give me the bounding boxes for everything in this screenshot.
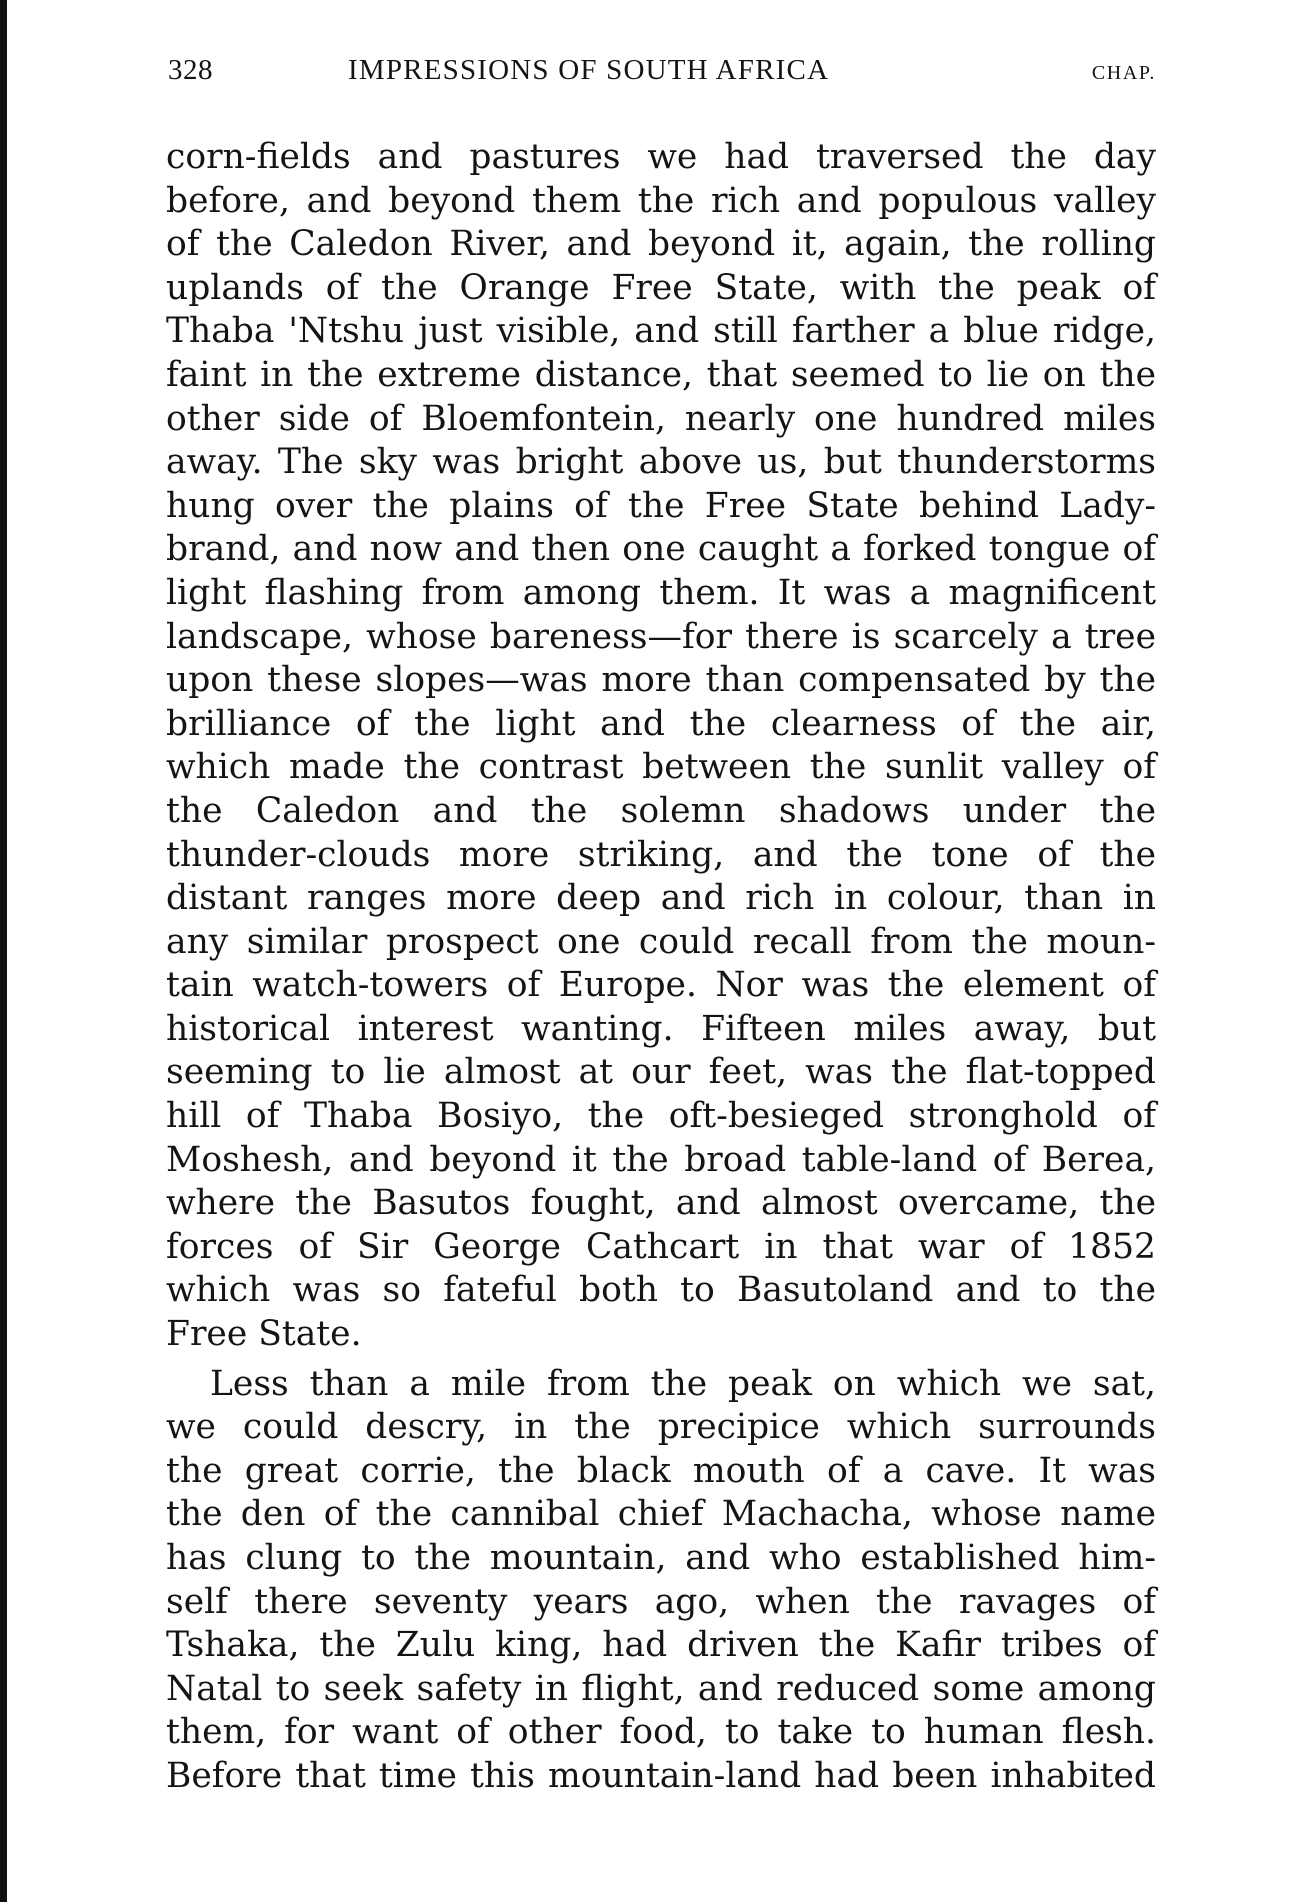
text-line: self there seventy years ago, when the ravages of <box>166 1581 1156 1622</box>
text-line: upon these slopes—was more than compensated by the <box>166 660 1156 701</box>
text-line: which made the contrast between the sunlit valley of <box>166 747 1156 788</box>
text-line: historical interest wanting. Fifteen miles away, but <box>166 1008 1156 1049</box>
text-line: where the Basutos fought, and almost overcame, the <box>166 1183 1156 1224</box>
text-line: of the Caledon River, and beyond it, again, the rolling <box>166 224 1156 265</box>
text-line: which was so fateful both to Basutoland and to the <box>166 1270 1156 1311</box>
text-line: forces of Sir George Cathcart in that war of 1852 <box>166 1226 1156 1267</box>
text-line: tain watch-towers of Europe. Nor was the element of <box>166 965 1156 1006</box>
page-binding-edge <box>0 0 7 1902</box>
text-line: seeming to lie almost at our feet, was the flat-topped <box>166 1052 1156 1093</box>
book-title: IMPRESSIONS OF SOUTH AFRICA <box>348 54 830 86</box>
text-line: Thaba 'Ntshu just visible, and still farther a blue ridge, <box>166 311 1156 352</box>
paragraph-start-line: Less than a mile from the peak on which we sat, <box>210 1363 1156 1404</box>
text-line: the Caledon and the solemn shadows under the <box>166 790 1156 831</box>
text-line: distant ranges more deep and rich in colour, than in <box>166 878 1156 919</box>
text-line: has clung to the mountain, and who established him- <box>166 1538 1156 1578</box>
text-line: hung over the plains of the Free State behind Lady- <box>166 485 1156 526</box>
text-line: Moshesh, and beyond it the broad table-land of Berea, <box>166 1139 1156 1180</box>
text-line: corn-fields and pastures we had traversed the day <box>166 137 1156 177</box>
text-line: brilliance of the light and the clearness of the air, <box>166 703 1156 744</box>
chapter-mark: CHAP. <box>1091 62 1156 84</box>
text-line: Natal to seek safety in flight, and reduced some among <box>166 1668 1156 1709</box>
text-line: brand, and now and then one caught a forked tongue of <box>166 529 1156 570</box>
text-line: them, for want of other food, to take to human flesh. <box>166 1712 1156 1753</box>
text-line: Tshaka, the Zulu king, had driven the Kafir tribes of <box>166 1625 1156 1666</box>
text-line: the den of the cannibal chief Machacha, whose name <box>166 1494 1156 1535</box>
text-line: the great corrie, the black mouth of a cave. It was <box>166 1450 1156 1491</box>
text-line: any similar prospect one could recall from the moun- <box>166 921 1156 962</box>
text-line: hill of Thaba Bosiyo, the oft-besieged stronghold of <box>166 1096 1156 1137</box>
paragraph-end-line: Free State. <box>166 1314 362 1355</box>
text-line: light flashing from among them. It was a magnificent <box>166 572 1156 613</box>
text-line: landscape, whose bareness—for there is scarcely a tree <box>166 616 1156 657</box>
text-line: other side of Bloemfontein, nearly one hundred miles <box>166 398 1156 439</box>
text-line: we could descry, in the precipice which surrounds <box>166 1407 1156 1448</box>
page-number: 328 <box>168 54 213 86</box>
text-line: thunder-clouds more striking, and the tone of the <box>166 834 1156 875</box>
text-line: uplands of the Orange Free State, with the peak of <box>166 267 1156 308</box>
running-head <box>168 54 1156 100</box>
body-text <box>166 136 1156 1799</box>
text-line: Before that time this mountain-land had been inhabited <box>166 1755 1156 1796</box>
text-line: away. The sky was bright above us, but thunderstorms <box>166 442 1156 483</box>
text-line: faint in the extreme distance, that seemed to lie on the <box>166 354 1156 395</box>
text-line: before, and beyond them the rich and populous valley <box>166 180 1156 221</box>
